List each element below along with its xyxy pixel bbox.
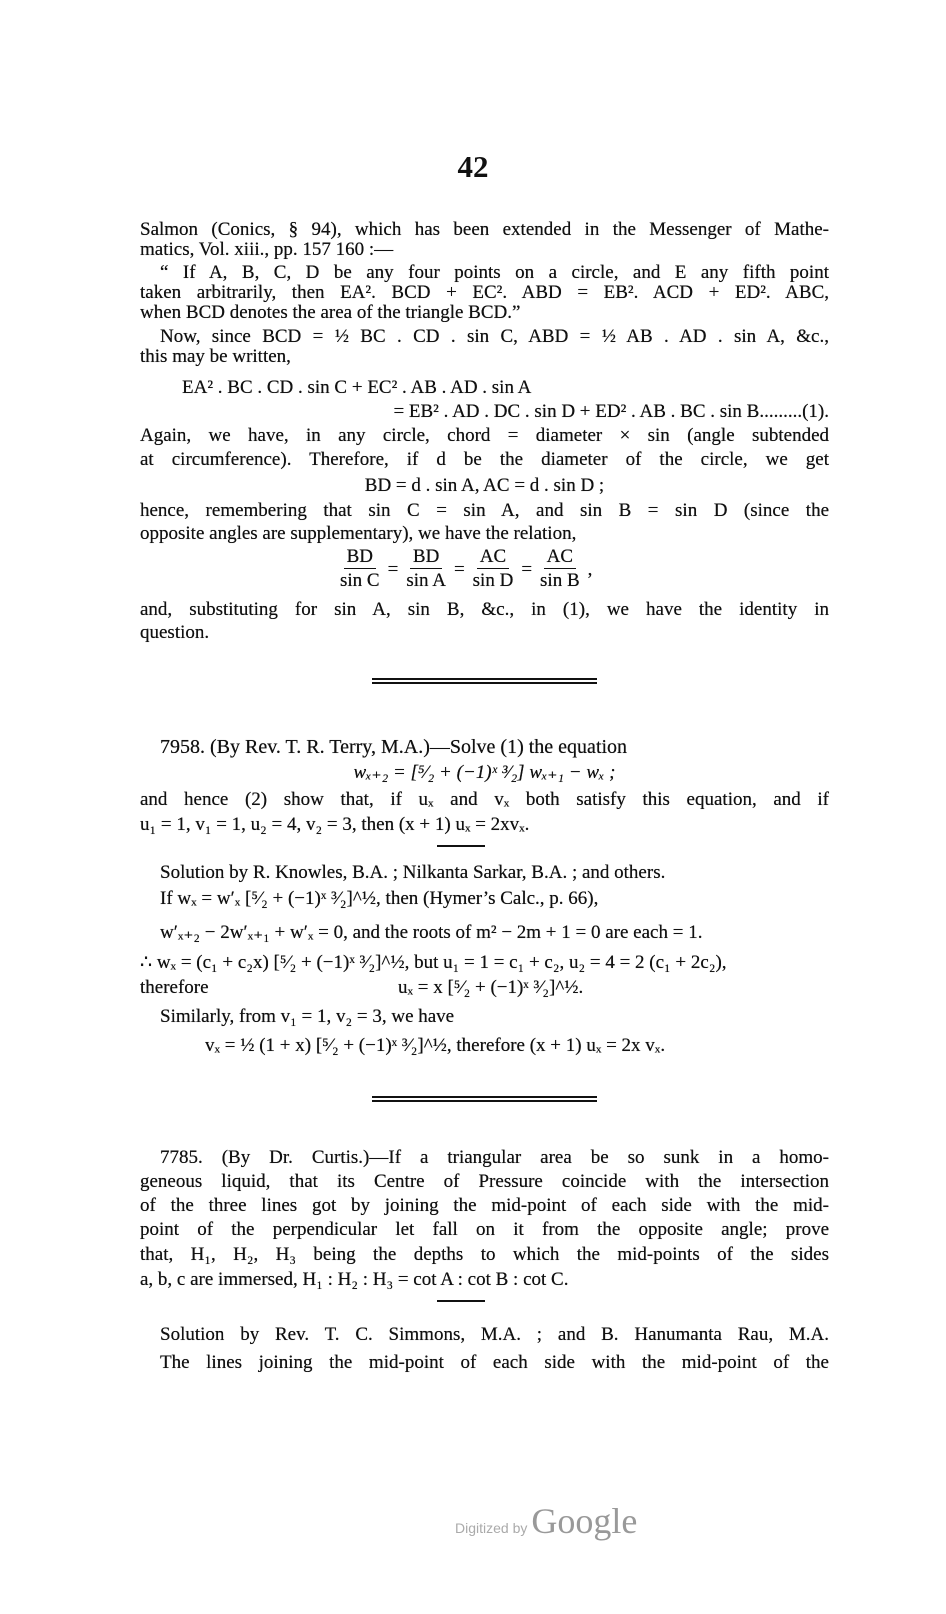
text-line: opposite angles are supplementary), we have the relation, (140, 523, 577, 544)
short-rule (437, 845, 485, 847)
text-line: Similarly, from v₁ = 1, v₂ = 3, we have (160, 1006, 455, 1027)
denominator: sin B (540, 570, 580, 591)
text-line: a, b, c are immersed, H₁ : H₂ : H₃ = cot A : cot B : cot C. (140, 1269, 569, 1290)
page-number: 42 (457, 149, 489, 184)
operator: = (453, 558, 465, 580)
equation: BD = d . sin A, AC = d . sin D ; (364, 475, 605, 496)
fraction-equation (340, 546, 592, 593)
google-watermark (455, 1500, 637, 1542)
text-line: point of the perpendicular let fall on it from the opposite angle; prove (140, 1219, 829, 1240)
fraction (340, 546, 380, 593)
operator: = (387, 558, 399, 580)
text-line: and, substituting for sin A, sin B, &c., in (1), we have the identity in (140, 599, 829, 620)
text-line: and hence (2) show that, if uₓ and vₓ both satisfy this equation, and if (140, 789, 829, 810)
equation: uₓ = x [⁵⁄₂ + (−1)ˣ ³⁄₂]^½. (398, 977, 584, 998)
problem-heading: 7785. (By Dr. Curtis.)—If a triangular area be so sunk in a homo- (160, 1147, 829, 1168)
solution-heading: Solution by R. Knowles, B.A. ; Nilkanta Sarkar, B.A. ; and others. (160, 862, 666, 883)
operator: = (521, 558, 533, 580)
text-line: w′ₓ₊₂ − 2w′ₓ₊₁ + w′ₓ = 0, and the roots of m² − 2m + 1 = 0 are each = 1. (160, 922, 703, 943)
denominator: sin C (340, 570, 380, 591)
watermark-prefix: Digitized by (455, 1520, 528, 1536)
problem-heading: 7958. (By Rev. T. R. Terry, M.A.)—Solve (1) the equation (160, 736, 628, 758)
text-line: “ If A, B, C, D be any four points on a circle, and E any fifth point (160, 262, 829, 283)
denominator: sin A (406, 570, 446, 591)
numerator: AC (544, 546, 576, 569)
text-line: taken arbitrarily, then EA². BCD + EC². ABD = EB². ACD + ED². ABC, (140, 282, 829, 303)
text-line: at circumference). Therefore, if d be the diameter of the circle, we get (140, 449, 829, 470)
text-line: therefore (140, 977, 209, 998)
text-line: that, H₁, H₂, H₃ being the depths to which the mid-points of the sides (140, 1244, 829, 1265)
text-line: hence, remembering that sin C = sin A, and sin B = sin D (since the (140, 500, 829, 521)
denominator: sin D (472, 570, 514, 591)
fraction (406, 546, 446, 593)
numerator: BD (410, 546, 442, 569)
text-line: Now, since BCD = ½ BC . CD . sin C, ABD = ½ AB . AD . sin A, &c., (160, 326, 829, 347)
text-line: u₁ = 1, v₁ = 1, u₂ = 4, v₂ = 3, then (x + 1) uₓ = 2xvₓ. (140, 814, 530, 835)
solution-heading: Solution by Rev. T. C. Simmons, M.A. ; and B. Hanumanta Rau, M.A. (160, 1324, 829, 1345)
short-rule (437, 1300, 485, 1302)
text-line: ∴ wₓ = (c₁ + c₂x) [⁵⁄₂ + (−1)ˣ ³⁄₂]^½, but u₁ = 1 = c₁ + c₂, u₂ = 4 = 2 (c₁ + 2c₂), (140, 952, 727, 973)
section-divider (372, 678, 597, 684)
numerator: BD (344, 546, 376, 569)
numerator: AC (477, 546, 509, 569)
text-line: question. (140, 622, 210, 643)
section-divider (372, 1096, 597, 1102)
google-logo: Google (531, 1501, 638, 1541)
text-line: of the three lines got by joining the mid-point of each side with the mid- (140, 1195, 829, 1216)
text-line: matics, Vol. xiii., pp. 157 160 :— (140, 239, 394, 260)
equation: EA² . BC . CD . sin C + EC² . AB . AD . sin A (182, 377, 532, 398)
text-line: geneous liquid, that its Centre of Pressure coincide with the intersection (140, 1171, 829, 1192)
fraction (540, 546, 580, 593)
text-line: Again, we have, in any circle, chord = diameter × sin (angle subtended (140, 425, 829, 446)
text-line: If wₓ = w′ₓ [⁵⁄₂ + (−1)ˣ ³⁄₂]^½, then (Hymer’s Calc., p. 66), (160, 888, 599, 909)
text-line: this may be written, (140, 346, 291, 367)
text-line: Salmon (Conics, § 94), which has been extended in the Messenger of Mathe- (140, 219, 829, 240)
equation: = EB² . AD . DC . sin D + ED² . AB . BC . sin B.........(1). (393, 401, 829, 422)
equation: wₓ₊₂ = [⁵⁄₂ + (−1)ˣ ³⁄₂] wₓ₊₁ − wₓ ; (353, 762, 616, 783)
equation: vₓ = ½ (1 + x) [⁵⁄₂ + (−1)ˣ ³⁄₂]^½, therefore (x + 1) uₓ = 2x vₓ. (205, 1035, 666, 1056)
fraction (473, 546, 514, 593)
text-line: The lines joining the mid-point of each side with the mid-point of the (160, 1352, 829, 1373)
operator: , (587, 558, 593, 580)
text-line: when BCD denotes the area of the triangle BCD.” (140, 302, 521, 323)
